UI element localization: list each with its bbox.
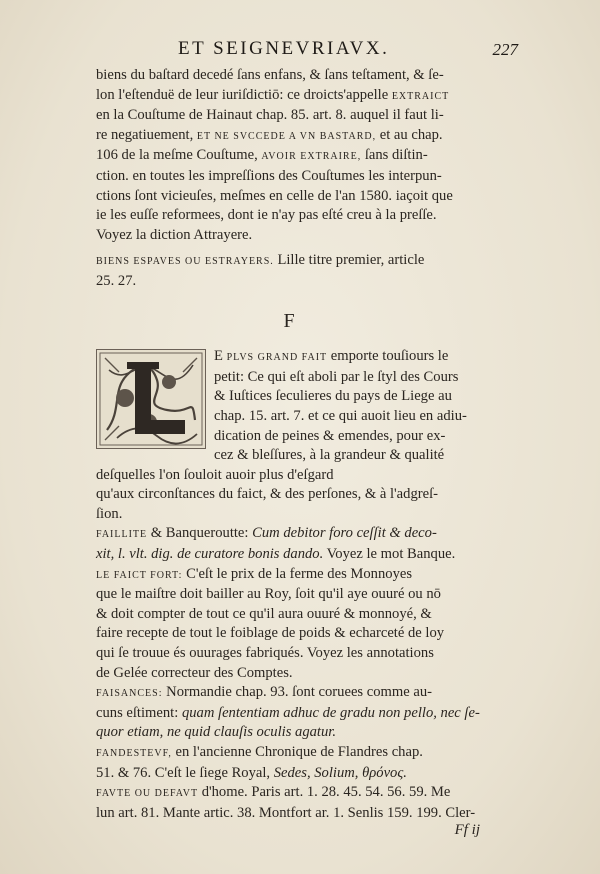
text-run: Normandie chap. 93. ſont coruees comme au- <box>162 684 432 701</box>
entry-term: FAILLITE <box>96 529 148 541</box>
text-line: ie les euſſe reformees, dont ie n'ay pas eſté creu à la preſſe. <box>96 207 437 224</box>
running-title: ET SEIGNEVRIAVX. <box>178 38 390 59</box>
text-line: dication de peines & emendes, pour ex- <box>214 427 446 444</box>
text-run: lon l'eſtenduë de leur iuriſdictiō: ce droicts'appelle <box>96 86 392 103</box>
text-line <box>96 126 482 147</box>
section-letter-heading: F <box>283 309 295 332</box>
text-line: faire recepte de tout le foiblage de poids & echarceté de loy <box>96 625 445 642</box>
text-line <box>96 524 482 545</box>
page-header <box>98 38 518 64</box>
text-run: Lille titre premier, article <box>273 252 425 269</box>
text-line: Voyez la diction Attrayere. <box>96 226 253 243</box>
text-line: ſion. <box>96 505 123 522</box>
entry-term: FAISANCES: <box>96 688 163 700</box>
text-run: cuns eſtiment: <box>96 704 182 721</box>
ornamental-initial-l <box>96 349 206 449</box>
entry-plus-grand-fait <box>96 347 482 524</box>
text-run: C'eſt le prix de la ferme des Monnoyes <box>182 565 413 582</box>
latin-quote: Sedes, Solium, θρόνος. <box>273 764 407 781</box>
text-line <box>96 743 482 764</box>
small-caps-term: AVOIR EXTRAIRE, <box>261 151 362 163</box>
entry-term: BIENS ESPAVES OU ESTRAYERS. <box>96 256 274 268</box>
text-line <box>96 565 482 586</box>
text-line: ctions ſont vicieuſes, meſmes en celle de l'an 1580. iaçoit que <box>96 187 453 204</box>
entry-term: PLVS GRAND FAIT <box>226 352 328 364</box>
text-run: 51. & 76. C'eſt le ſiege Royal, <box>96 764 274 781</box>
small-caps-term: ET NE SVCCEDE A VN BASTARD, <box>196 130 377 142</box>
text-line <box>96 545 482 565</box>
text-line: chap. 15. art. 7. et ce qui auoit lieu en adiu- <box>214 407 467 424</box>
text-line: deſquelles l'on ſouloit auoir plus d'eſgard <box>96 466 334 483</box>
text-line <box>96 86 482 107</box>
text-run: ſans diſtin- <box>361 147 428 164</box>
text-line: petit: Ce qui eſt aboli par le ſtyl des Cours <box>214 368 459 385</box>
entry-faisances <box>96 683 482 743</box>
entry-term: LE FAICT FORT: <box>96 569 183 581</box>
text-run: E <box>214 348 227 365</box>
body-text <box>96 66 482 823</box>
text-line: ction. en toutes les impreſſions des Couſtumes les interpun- <box>96 167 442 184</box>
entry-biens-espaves <box>96 251 482 291</box>
text-run: Voyez le mot Banque. <box>323 546 456 563</box>
text-line <box>96 683 482 704</box>
text-run: emporte touſiours le <box>327 348 449 365</box>
small-caps-term: EXTRAICT <box>391 90 450 102</box>
entry-faillite <box>96 524 482 564</box>
text-line <box>96 783 482 804</box>
entry-faute-ou-defaut <box>96 783 482 823</box>
text-line <box>96 764 482 784</box>
text-run: 106 de la meſme Couſtume, <box>96 147 262 164</box>
text-line <box>96 146 482 167</box>
latin-quote: xit, l. vlt. dig. de curatore bonis dando. <box>96 546 324 563</box>
intro-paragraph <box>96 66 482 245</box>
entry-faict-fort <box>96 565 482 684</box>
text-line <box>96 704 482 724</box>
text-line: en la Couſtume de Hainaut chap. 85. art. 8. auquel il faut li- <box>96 107 444 124</box>
text-line: & doit compter de tout ce qu'il aura ouuré & monnoyé, & <box>96 605 432 622</box>
text-line: qu'aux circonſtances du faict, & des perſones, & à l'adgreſ- <box>96 486 439 503</box>
entry-term: FAVTE OU DEFAVT <box>96 788 199 800</box>
text-line: qui ſe trouue és ouurages fabriqués. Voyez les annotations <box>96 645 434 662</box>
latin-quote: Cum debitor foro ceſſit & deco- <box>252 525 437 542</box>
text-run: & Banqueroutte: <box>147 525 253 542</box>
text-line: lun art. 81. Mante artic. 38. Montfort ar. 1. Senlis 159. 199. Cler- <box>96 804 476 821</box>
text-line: & Iuſtices ſeculieres du pays de Liege au <box>214 388 452 405</box>
catchword-signature: Ff ij <box>454 822 480 838</box>
page-number: 227 <box>492 40 518 59</box>
text-line: cez & bleſſures, à la grandeur & qualité <box>214 447 445 464</box>
text-line: biens du baſtard decedé ſans enfans, & ſans teſtament, & ſe- <box>96 67 444 83</box>
ornament-illustration <box>97 350 205 448</box>
text-line <box>96 251 482 272</box>
entry-fandesteuf <box>96 743 482 783</box>
text-run: d'home. Paris art. 1. 28. 45. 54. 56. 59. Me <box>198 784 451 801</box>
text-line: que le maiſtre doit bailler au Roy, ſoit qu'il aye ouuré ou nō <box>96 586 441 603</box>
text-run: en l'ancienne Chronique de Flandres chap. <box>171 744 423 760</box>
text-run: et au chap. <box>376 126 443 143</box>
text-line: quor etiam, ne quid clauſis oculis agatur. <box>96 724 336 741</box>
text-run: re negatiuement, <box>96 126 197 143</box>
latin-quote: quam ſententiam adhuc de gradu non pello, nec ſe- <box>181 704 480 721</box>
text-line: 25. 27. <box>96 272 137 289</box>
entry-term: FANDESTEVF, <box>96 748 172 759</box>
text-line: de Gelée correcteur des Comptes. <box>96 664 293 681</box>
